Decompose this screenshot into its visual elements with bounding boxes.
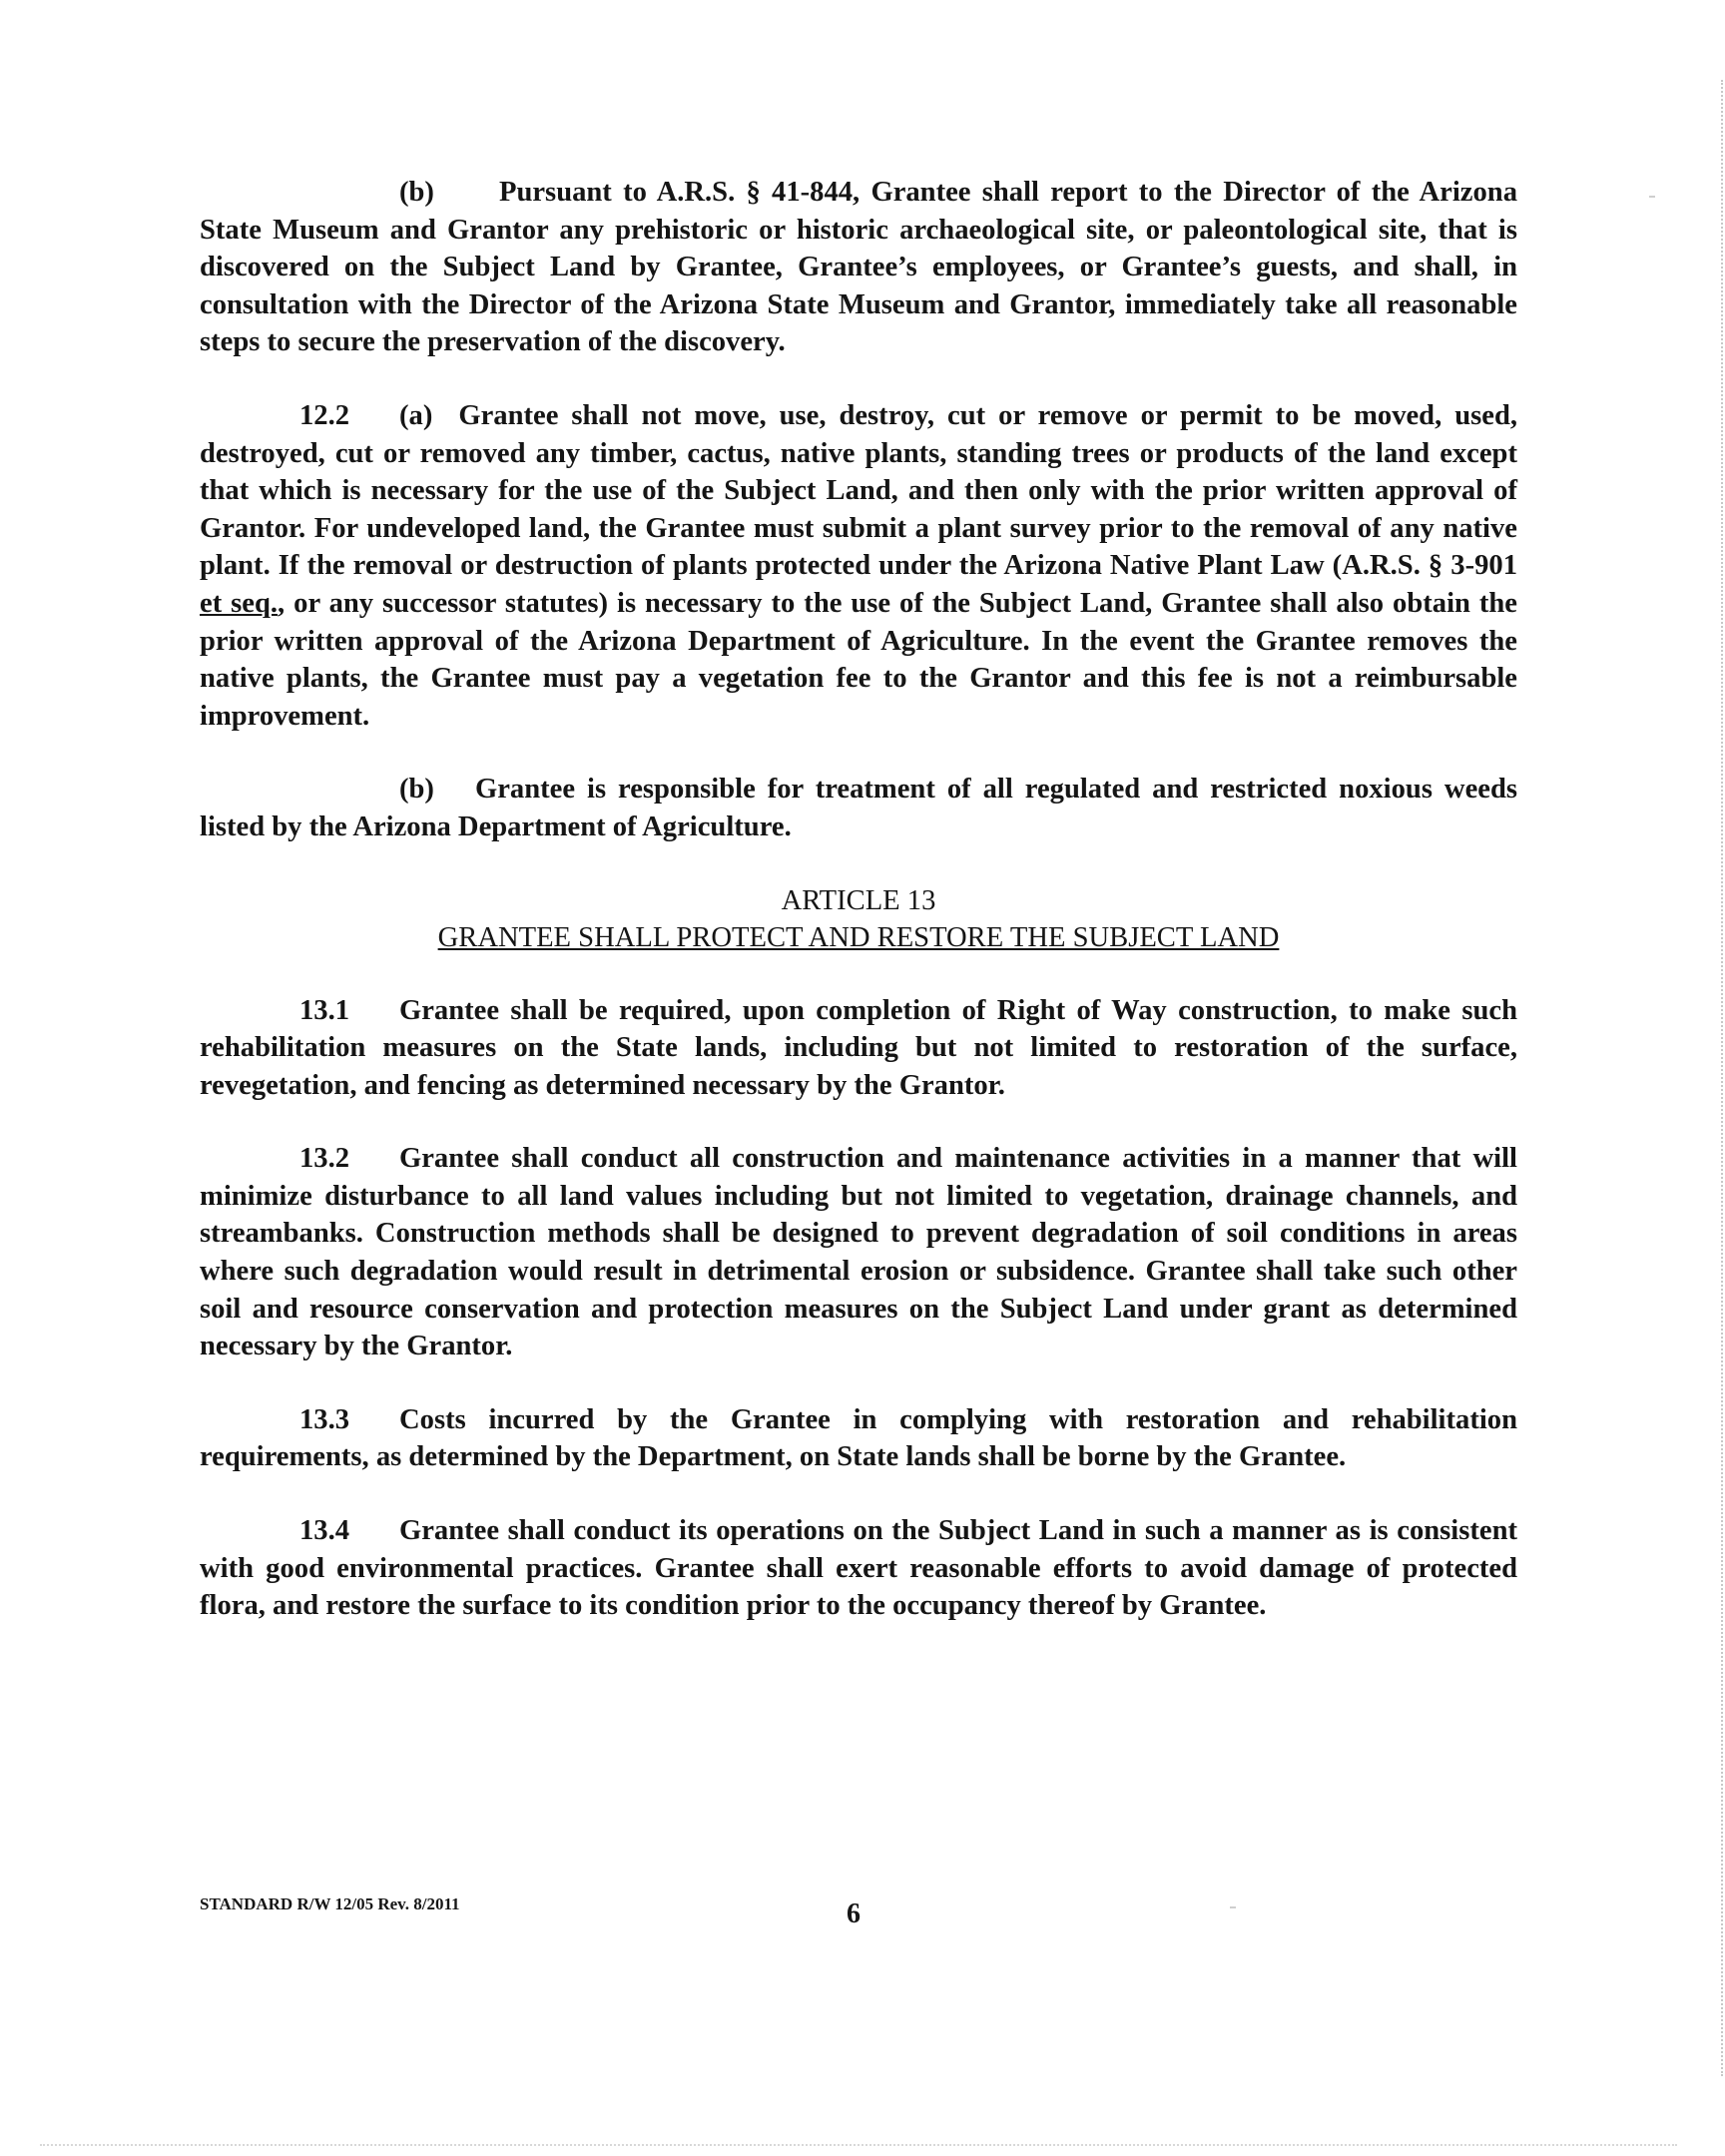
section-number: 13.4: [299, 1515, 350, 1547]
section-text: Grantee shall be required, upon completion of Right of Way construction, to make such rehabilitation measures on the State lands, including but not limited to restoration of the surface, revegetation, and fencing as determined necessary by the Grantor.: [200, 994, 1517, 1101]
et-seq-citation: et seq.: [200, 587, 279, 619]
article-title: GRANTEE SHALL PROTECT AND RESTORE THE SUBJECT LAND: [437, 921, 1280, 953]
scan-speck: [1230, 1906, 1236, 1908]
scan-edge-right: [1721, 80, 1725, 2076]
section-number: 13.3: [299, 1403, 350, 1435]
clause-label: (a): [399, 399, 433, 431]
section-text: Grantee shall conduct all construction and maintenance activities in a manner that will minimize disturbance to all land values including but not limited to vegetation, drainage channels, and streambanks. Construction methods shall be designed to prevent degradation of soil conditions in areas where such degradation would result in detrimental erosion or subsidence. Grantee shall take such other soil and resource conservation and protection measures on the Subject Land under grant as determined necessary by the Grantor.: [200, 1143, 1517, 1362]
clause-text-continued: , or any successor statutes) is necessary to the use of the Subject Land, Grantee shall also obtain the prior written approval of the Arizona Department of Agriculture. In the event the Grantee removes the native plants, the Grantee must pay a vegetation fee to the Grantor and this fee is not a reimbursable improvement.: [200, 587, 1517, 732]
scan-edge-bottom: [40, 2144, 1677, 2148]
clause-text: Grantee shall not move, use, destroy, cut or remove or permit to be moved, used, destroyed, cut or removed any timber, cactus, native plants, standing trees or products of the land except that which is necessary for the use of the Subject Land, and then only with the prior written approval of Grantor. For undeveloped land, the Grantee must submit a plant survey prior to the removal of any native plant. If the removal or destruction of plants protected under the Arizona Native Plant Law (A.R.S. § 3-901: [200, 399, 1518, 582]
paragraph-13-4: [200, 1512, 1517, 1625]
clause-label: (b): [399, 177, 434, 208]
scan-speck: [1649, 196, 1655, 198]
clause-text: Grantee is responsible for treatment of all regulated and restricted noxious weeds listed by the Arizona Department of Agriculture.: [200, 774, 1517, 842]
article-heading-block: [200, 882, 1517, 956]
document-body: [200, 174, 1517, 1661]
paragraph-13-2: [200, 1140, 1517, 1365]
paragraph-13-1: [200, 992, 1517, 1105]
paragraph-13-3: [200, 1401, 1517, 1476]
page-number: 6: [847, 1898, 861, 1929]
section-text: Grantee shall conduct its operations on the Subject Land in such a manner as is consistent with good environmental practices. Grantee shall exert reasonable efforts to avoid damage of protected flora, and restore the surface to its condition prior to the occupancy thereof by Grantee.: [200, 1515, 1517, 1622]
section-number: 13.1: [299, 994, 350, 1026]
section-number: 13.2: [299, 1143, 350, 1175]
article-number: ARTICLE 13: [781, 884, 936, 916]
section-text: Costs incurred by the Grantee in complying with restoration and rehabilitation requirements, as determined by the Department, on State lands shall be borne by the Grantee.: [200, 1403, 1517, 1473]
section-number: 12.2: [299, 399, 350, 431]
paragraph-12-2-b: [200, 771, 1517, 845]
form-identifier: STANDARD R/W 12/05 Rev. 8/2011: [200, 1894, 460, 1913]
paragraph-12-1-b: [200, 174, 1517, 361]
clause-text: Pursuant to A.R.S. § 41-844, Grantee shall report to the Director of the Arizona State Museum and Grantor any prehistoric or historic archaeological site, or paleontological site, that is discovered on the Subject Land by Grantee, Grantee’s employees, or Grantee’s guests, and shall, in consultation with the Director of the Arizona State Museum and Grantor, immediately take all reasonable steps to secure the preservation of the discovery.: [200, 177, 1517, 358]
paragraph-12-2-a: [200, 397, 1517, 735]
clause-label: (b): [399, 774, 434, 806]
